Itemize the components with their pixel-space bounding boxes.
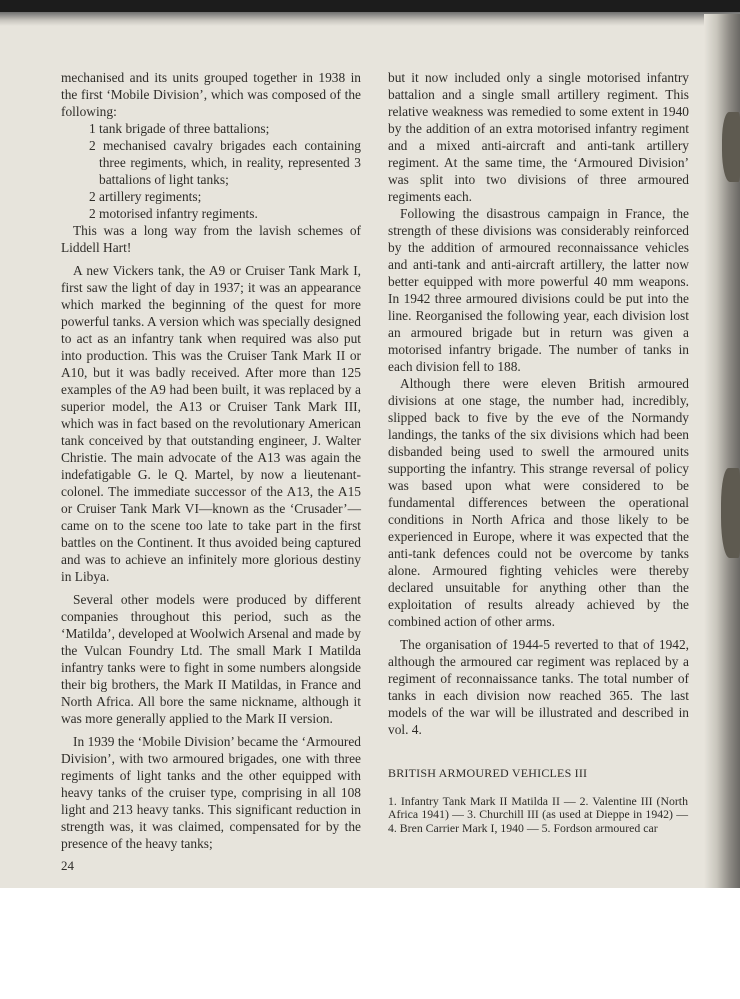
- paragraph-vickers-tank: A new Vickers tank, the A9 or Cruiser Tank Mark I, first saw the light of day in 1937; it was an appearance which marked the beginning of the quest for more powerful tanks. A version which was specially designed to act as an infantry tank when required was also put into production. This was the Cruiser Tank Mark II or A10, but it was badly received. After more than 125 examples of the A9 had been built, it was replaced by a superior model, the A13 or Cruiser Tank Mark III, which was in fact based on the revolutionary American tank conceived by that outstanding engineer, J. Walter Christie. The main advocate of the A13 was again the indefatigable G. le Q. Martel, by now a lieutenant-colonel. The immediate successor of the A13, the A15 or Cruiser Tank Mark VI—known as the ‘Crusader’—came on to the scene too late to take part in the first battles on the Continent. It thus avoided being captured and was to achieve an infinitely more glorious destiny in Libya.: [61, 263, 361, 584]
- list-item: 2 artillery regiments;: [89, 189, 202, 204]
- list-item: 2 motorised infantry regiments.: [89, 206, 258, 221]
- paragraph-intro: mechanised and its units grouped together in 1938 in the first ‘Mobile Division’, which was composed of the following:: [61, 70, 361, 119]
- facing-page-illustration-fragment: [721, 468, 740, 558]
- paragraph-organisation-1944: The organisation of 1944-5 reverted to that of 1942, although the armoured car regiment was replaced by a regiment of reconnaissance tanks. The total number of tanks in each division now reached 365. The last models of the war will be illustrated and described in vol. 4.: [388, 637, 689, 737]
- left-text-column: [61, 69, 361, 852]
- paragraph-lavish-schemes: This was a long way from the lavish schemes of Liddell Hart!: [61, 223, 361, 255]
- paragraph-after-france: Following the disastrous campaign in France, the strength of these divisions was considerably reinforced by the addition of armoured reconnaissance vehicles and anti-tank and anti-aircraft artillery, the latter now better equipped with more powerful 40 mm weapons. In 1942 three armoured divisions could be put into the line. Reorganised the following year, each division lost an armoured brigade but in return was given a motorised infantry brigade. The number of tanks in each division fell to 188.: [388, 206, 689, 374]
- list-item: 2 mechanised cavalry brigades each containing three regiments, which, in reality, represented 3 battalions of light tanks;: [89, 138, 361, 187]
- page-number: 24: [61, 858, 74, 873]
- division-composition-list: [61, 120, 361, 222]
- plate-caption: 1. Infantry Tank Mark II Matilda II — 2. Valentine III (North Africa 1941) — 3. Churchill III (as used at Dieppe in 1942) — 4. Bren Carrier Mark I, 1940 — 5. Fordson armoured car: [388, 794, 688, 835]
- paragraph-1939-division: In 1939 the ‘Mobile Division’ became the ‘Armoured Division’, with two armoured brigades, one with three regiments of light tanks and the other equipped with heavy tanks of the cruiser type, comprising in all 108 light and 213 heavy tanks. This significant reduction in strength was, it was claimed, compensated for by the presence of the heavy tanks;: [61, 734, 361, 851]
- right-text-column: [388, 69, 689, 738]
- paragraph-other-models: Several other models were produced by different companies throughout this period, such as the ‘Matilda’, developed at Woolwich Arsenal and made by the Vulcan Foundry Ltd. The small Mark I Matilda infantry tanks were to fight in some numbers alongside their big brothers, the Mark II Matildas, in France and North Africa. All bore the same nickname, although it was more generally applied to the Mark II version.: [61, 592, 361, 726]
- list-item: 1 tank brigade of three battalions;: [89, 121, 270, 136]
- plate-heading: BRITISH ARMOURED VEHICLES III: [388, 766, 588, 780]
- facing-page-illustration-fragment: [722, 112, 740, 182]
- paragraph-continuation: but it now included only a single motorised infantry battalion and a single small artillery regiment. This relative weakness was remedied to some extent in 1940 by the addition of an extra motorised infantry regiment and a mixed anti-aircraft and anti-tank artillery regiment. At the same time, the ‘Armoured Division’ was split into two divisions of three armoured regiments each.: [388, 70, 689, 204]
- scan-top-shadow: [0, 12, 740, 26]
- scan-top-edge: [0, 0, 740, 12]
- paragraph-eleven-divisions: Although there were eleven British armoured divisions at one stage, the number had, incredibly, slipped back to five by the eve of the Normandy landings, the tanks of the six divisions which had been disbanded being used to swell the armoured units supporting the infantry. This strange reversal of policy was based upon what were considered to be fundamental differences between the operational conditions in North Africa and those likely to be experienced in Europe, where it was expected that the anti-tank defences could not be overcome by tanks alone. Armoured fighting vehicles were thereby declared unsuitable for anything other than the exploitation of results already achieved by the combined action of other arms.: [388, 376, 689, 629]
